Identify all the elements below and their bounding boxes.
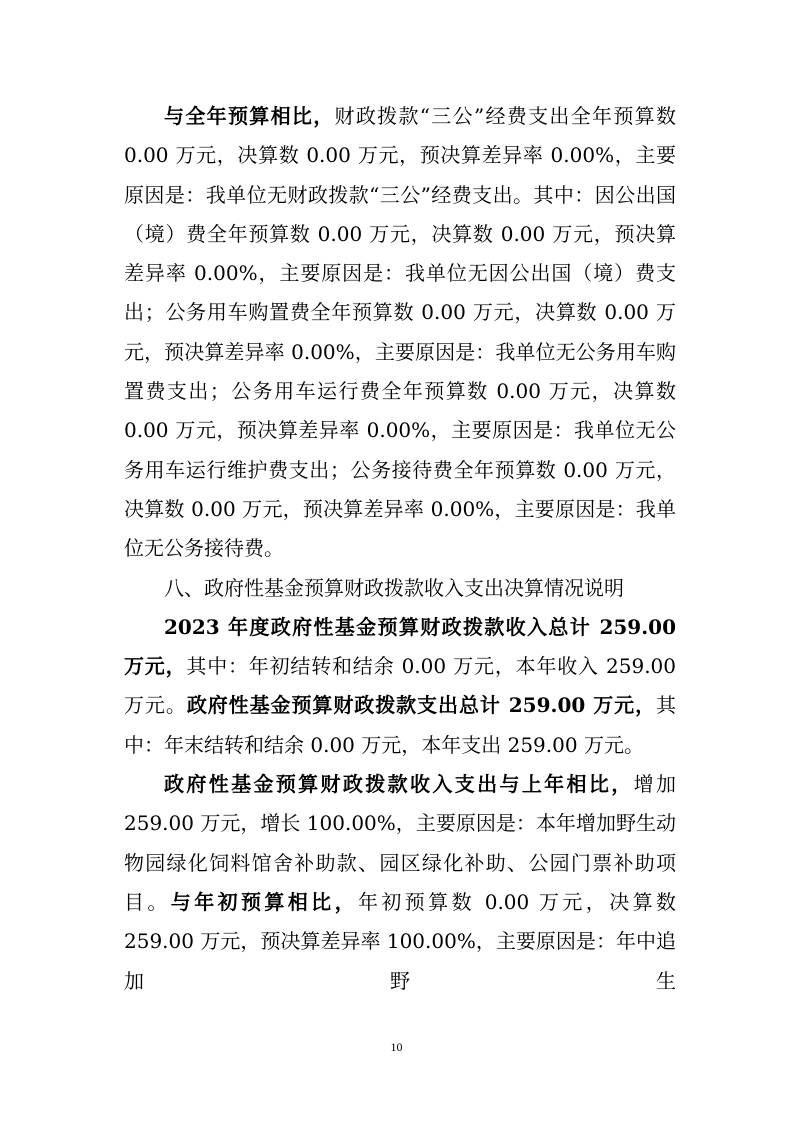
paragraph-fund-totals (124, 608, 676, 765)
paragraph-lead-bold: 与全年预算相比， (164, 104, 335, 128)
paragraph-bold-vs-last-year: 政府性基金预算财政拨款收入支出与上年相比， (164, 772, 634, 797)
paragraph-fund-comparison (124, 765, 676, 1001)
paragraph-text: 财政拨款“三公”经费支出全年预算数 0.00 万元，决算数 0.00 万元，预决算差异率 0.00%，主要原因是：我单位无财政拨款“三公”经费支出。其中：因公出国（境）费全年预算数 0.00 万元，决算数 0.00 万元，预决算差异率 0.00%，主要原因是：我单位无因公出国（境）费支出；公务用车购置费全年预算数 0.00 万元，决算数 0.00 万元，预决算差异率 0.00%，主要原因是：我单位无公务用车购置费支出；公务用车运行费全年预算数 0.00 万元，决算数 0.00 万元，预决算差异率 0.00%，主要原因是：我单位无公务用车运行维护费支出；公务接待费全年预算数 0.00 万元，决算数 0.00 万元，预决算差异率 0.00%，主要原因是：我单位无公务接待费。 (124, 104, 676, 561)
paragraph-text-vs-budget: 年初预算数 0.00 万元，决算数 259.00 万元，预决算差异率 100.00%，主要原因是：年中追加野生 (124, 889, 677, 993)
paragraph-text-expense: 其中：年末结转和结余 0.00 万元，本年支出 259.00 万元。 (124, 693, 677, 757)
paragraph-bold-vs-budget: 与年初预算相比， (170, 889, 358, 914)
document-body (124, 97, 676, 1001)
paragraph-text-income: 其中：年初结转和结余 0.00 万元，本年收入 259.00 万元。 (124, 654, 676, 718)
paragraph-bold-income-total: 2023 年度政府性基金预算财政拨款收入总计 259.00 万元， (124, 614, 676, 679)
page-number: 10 (390, 1040, 403, 1054)
paragraph-text-vs-last-year: 增加 259.00 万元，增长 100.00%，主要原因是：本年增加野生动物园绿化饲料馆舍补助款、园区绿化补助、公园门票补助项目。 (124, 772, 677, 914)
paragraph-bold-expense-total: 政府性基金预算财政拨款支出总计 259.00 万元， (186, 693, 657, 718)
section-heading-8: 八、政府性基金预算财政拨款收入支出决算情况说明 (164, 575, 624, 600)
paragraph-budget-comparison (124, 97, 676, 569)
